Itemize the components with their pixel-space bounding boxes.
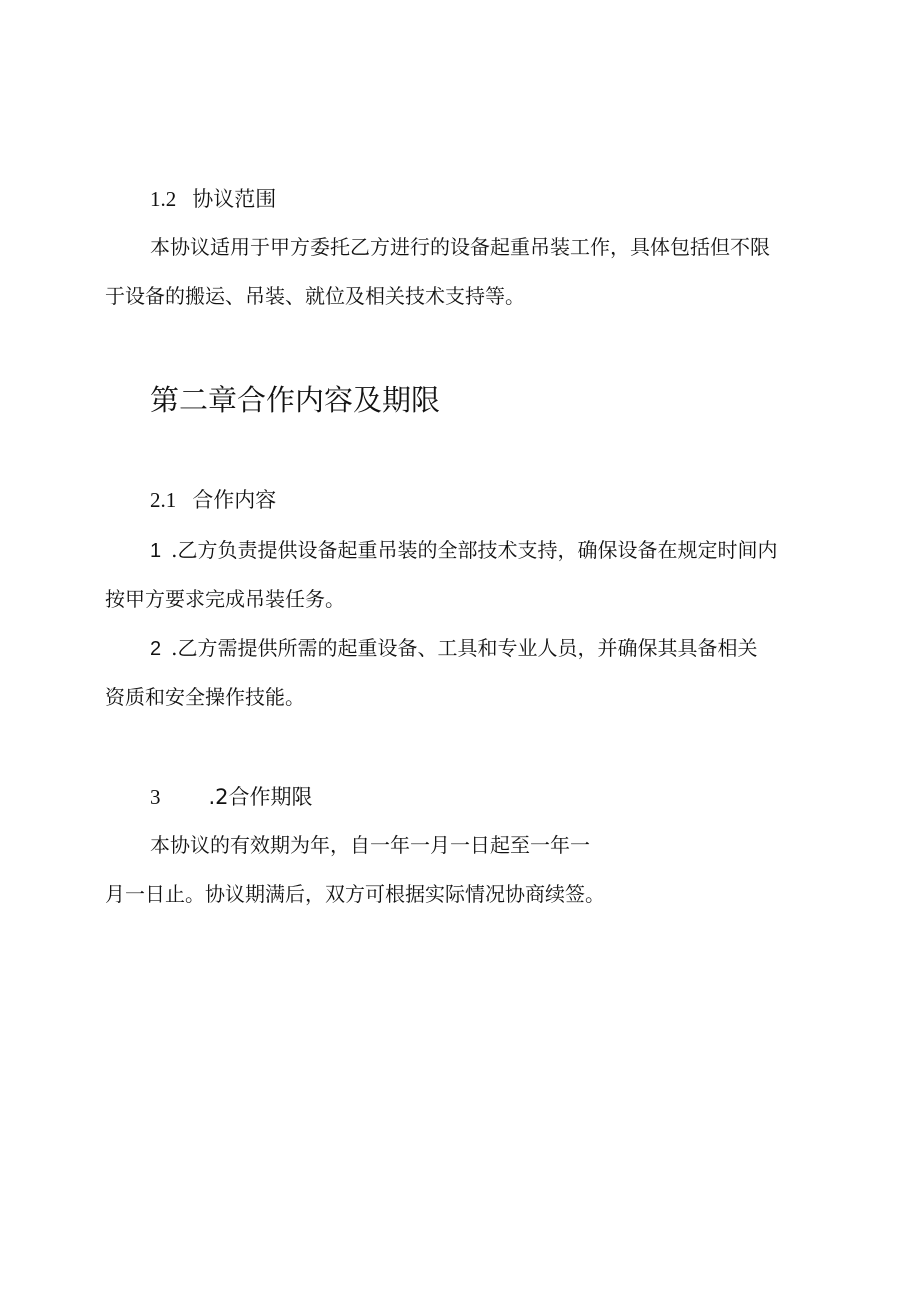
list-item-number: 1 — [150, 540, 162, 562]
section-title: 合作内容 — [192, 488, 277, 512]
paragraph-line: 本协议适用于甲方委托乙方进行的设备起重吊装工作，具体包括但不限 — [150, 235, 770, 259]
paragraph-line: 于设备的搬运、吊装、就位及相关技术支持等。 — [105, 284, 525, 308]
list-item-text: .乙方需提供所需的起重设备、工具和专业人员，并确保其具备相关 — [171, 636, 758, 660]
list-item-continuation: 资质和安全操作技能。 — [105, 685, 305, 709]
paragraph-line: 月一日止。协议期满后，双方可根据实际情况协商续签。 — [105, 882, 605, 906]
section-title: 协议范围 — [192, 187, 277, 211]
chapter-title: 第二章合作内容及期限 — [150, 383, 441, 417]
list-item — [150, 636, 757, 661]
list-item — [150, 538, 777, 563]
section-number: 1.2 — [150, 187, 177, 211]
list-item-continuation: 按甲方要求完成吊装任务。 — [105, 587, 345, 611]
section-title: .2合作期限 — [208, 785, 313, 809]
section-heading-2-1 — [150, 487, 276, 513]
section-heading-3-2 — [150, 784, 313, 810]
paragraph-line: 本协议的有效期为年，自一年一月一日起至一年一 — [150, 833, 590, 857]
section-number: 2.1 — [150, 488, 177, 512]
list-item-text: .乙方负责提供设备起重吊装的全部技术支持，确保设备在规定时间内 — [171, 538, 778, 562]
section-heading-1-2 — [150, 186, 276, 212]
list-item-number: 2 — [150, 638, 162, 660]
section-number: 3 — [150, 785, 161, 809]
